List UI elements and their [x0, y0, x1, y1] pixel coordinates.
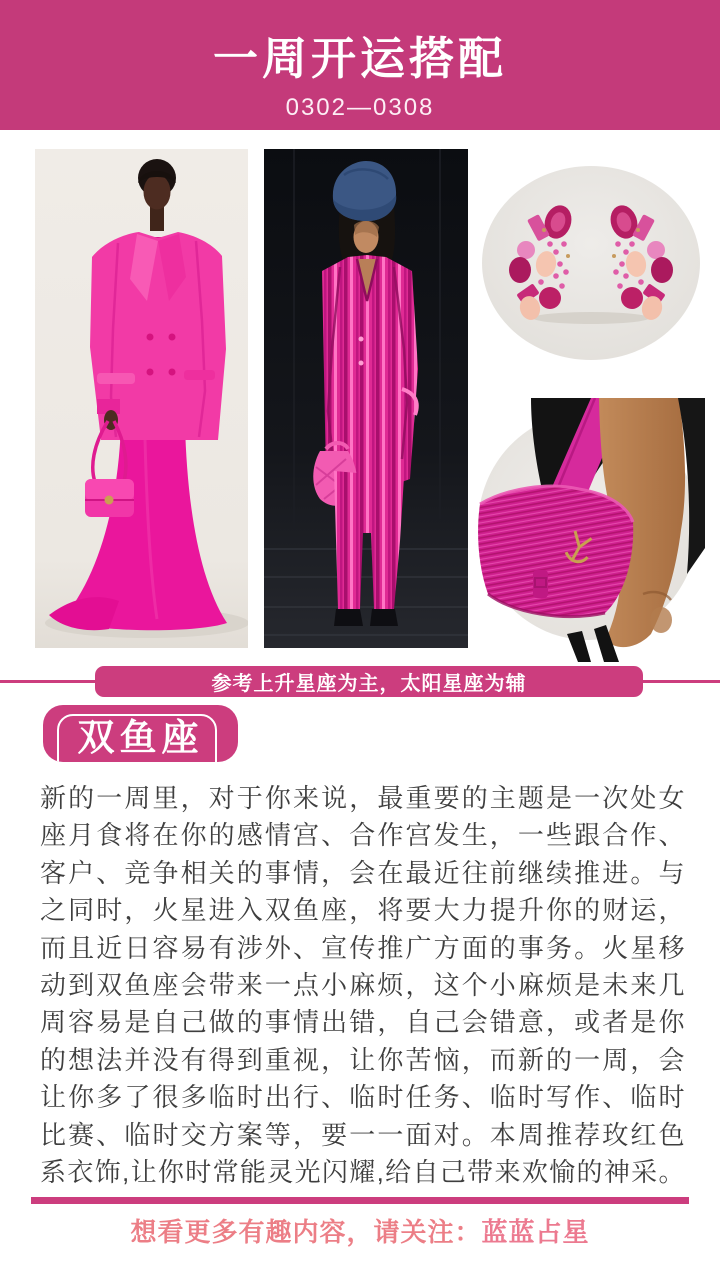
header: [0, 0, 720, 130]
reference-banner-text: 参考上升星座为主，太阳星座为辅: [211, 673, 527, 695]
shoulder-bag: [478, 486, 633, 616]
zodiac-badge: [43, 705, 238, 762]
text-line: 动到双鱼座会带来一点小麻烦，这个小麻烦是未来几: [40, 969, 685, 1000]
zodiac-badge-label: 双鱼座: [77, 717, 204, 759]
text-line: 比赛、临时交方案等，要一一面对。本周推荐玫红色: [40, 1119, 685, 1150]
footer-note: [0, 1212, 720, 1249]
text-line: 新的一周里，对于你来说，最重要的主题是一次处女: [40, 783, 685, 813]
photo-pink-oversized-suit: [35, 149, 248, 648]
text-line: 而且近日容易有涉外、宣传推广方面的事务。火星移: [40, 932, 685, 963]
photo-pink-gem-earrings: [482, 166, 700, 360]
horoscope-text: [40, 780, 685, 1191]
text-line: 系衣饰,让你时常能灵光闪耀,给自己带来欢愉的神采。: [40, 1156, 685, 1187]
footer-account-name: 蓝蓝占星: [481, 1217, 590, 1247]
text-line: 周容易是自己做的事情出错，自己会错意，或者是你: [40, 1007, 685, 1038]
text-line: 的想法并没有得到重视，让你苦恼，而新的一周，会: [40, 1044, 685, 1075]
text-line: 之同时，火星进入双鱼座，将要大力提升你的财运，: [40, 895, 685, 926]
page-title: 一周开运搭配: [212, 34, 507, 84]
reference-banner: [95, 666, 643, 697]
text-line: 客户、竞争相关的事情，会在最近往前继续推进。与: [40, 857, 685, 888]
footer-divider: [31, 1197, 689, 1204]
text-line: 座月食将在你的感情宫、合作宫发生，一些跟合作、: [40, 820, 685, 851]
footer-prefix: 想看更多有趣内容，请关注：: [130, 1217, 482, 1247]
photo-pink-satin-suit: [264, 149, 468, 648]
text-line: 让你多了很多临时出行、临时任务、临时写作、临时: [40, 1082, 685, 1113]
pink-blazer: [90, 232, 226, 440]
photo-fuchsia-shoulder-bag: [475, 398, 705, 662]
date-range: 0302—0308: [285, 94, 435, 121]
